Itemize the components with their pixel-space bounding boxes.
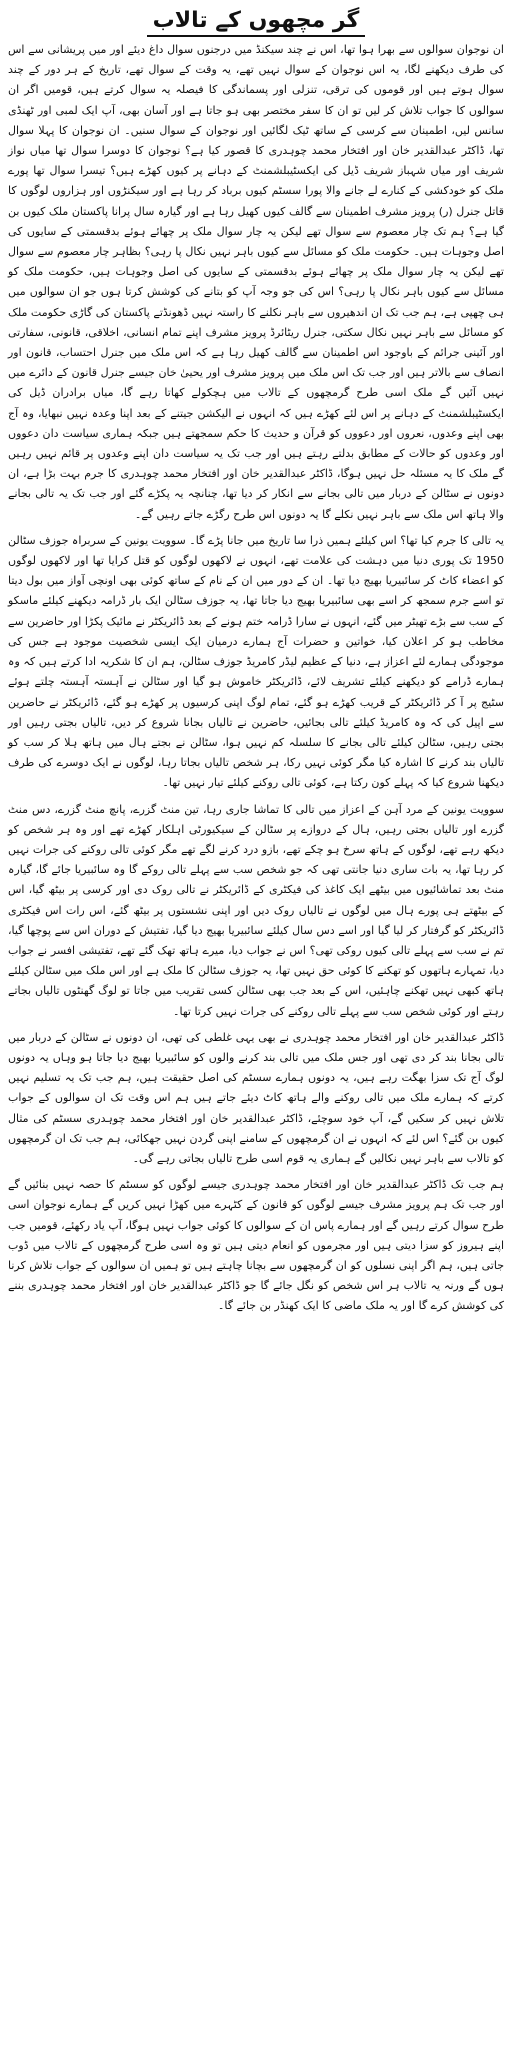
title-block (8, 8, 504, 37)
article-body (8, 40, 504, 1317)
article-paragraph-4: ڈاکٹر عبدالقدیر خان اور افتخار محمد چوہدری نے بھی یہی غلطی کی تھی، ان دونوں نے سٹالن کے دربار میں تالی بجانا بند کر دی تھی اور جس ملک میں تالی بند کرنے والوں کو سائبیریا بھیج دیا جاتا ہو وہاں یہ دونوں لوگ آج تک سزا بھگت رہے ہیں، یہ دونوں ہمارے سسٹم کی اصل حقیقت ہیں، ہم جب تک یہ تسلیم نہیں کرتے کہ ہمارے ملک میں تالی روکنے والے ہاتھ کاٹ دیئے جاتے ہیں ہم اس وقت تک ان سوالوں کے جواب تلاش نہیں کر سکیں گے، آپ خود سوچئے، ڈاکٹر عبدالقدیر خان اور افتخار محمد چوہدری سسٹم کی مثال کیوں بن گئے؟ اس لئے کہ انہوں نے ان گرمچھوں کے سامنے اپنی گردن نہیں جھکائی، ہم جب تک ان گرمچھوں کو تالاب سے باہر نہیں نکالیں گے ہماری یہ قوم اسی طرح تالیاں بجاتی رہے گی۔ (8, 1030, 504, 1165)
article-paragraph-3: سوویت یونین کے مرد آہن کے اعزاز میں تالی کا تماشا جاری رہا، تین منٹ گزرے، پانچ منٹ گزرے، دس منٹ گزرے اور تالیاں بجتی رہیں، ہال کے دروازے پر سٹالن کے سیکیورٹی اہلکار کھڑے تھے اور وہ ہر شخص کو دیکھ رہے تھے، لوگوں کے ہاتھ سرخ ہو چکے تھے، بازو درد کرنے لگے تھے مگر کوئی تالی روکنے کی جرات نہیں کر رہا تھا، یہ بات ساری دنیا جانتی تھی کہ جو شخص سب سے پہلے تالی روکے گا وہ سائبیریا جائے گا، گیارہ منٹ بعد تماشائیوں میں بیٹھے ایک کاغذ کی فیکٹری کے ڈائریکٹر نے تالی روک دی اور کرسی پر بیٹھ گیا، اس کے بیٹھتے ہی پورے ہال میں لوگوں نے تالیاں روک دیں اور اپنی نشستوں پر بیٹھ گئے، اس رات اس فیکٹری ڈائریکٹر کو گرفتار کر لیا گیا اور اسے دس سال کیلئے سائبیریا بھیج دیا گیا، تفتیش کے دوران اس سے پوچھا گیا، تم نے سب سے پہلے تالی کیوں روکی تھی؟ اس نے جواب دیا، میرے ہاتھ تھک گئے تھے، تفتیشی افسر نے جواب دیا، تمہارے ہاتھوں کو تھکنے کا کوئی حق نہیں تھا، یہ جوزف سٹالن کا ملک ہے اور اس ملک میں سٹالن کیلئے ہاتھ کبھی نہیں تھکنے چاہئیں، اس کے بعد جب بھی سٹالن کسی تقریب میں جاتا تو لوگ گھنٹوں تالیاں بجاتے رہتے اور کوئی شخص سب سے پہلے تالی روکنے کی جرات نہیں کرتا تھا۔ (8, 802, 504, 1018)
article-title: گر مچھوں کے تالاب (147, 8, 366, 37)
article-paragraph-2: یہ تالی کا جرم کیا تھا؟ اس کیلئے ہمیں ذرا سا تاریخ میں جانا پڑے گا۔ سوویت یونین کے سربراہ جوزف سٹالن 1950 تک پوری دنیا میں دہشت کی علامت تھے، انہوں نے لاکھوں لوگوں کو قتل کرایا تھا اور لاکھوں لوگوں کو اعضاء کاٹ کر سائبیریا بھیج دیا تھا۔ ان کے دور میں ان کے نام کے ساتھ کوئی بھی اونچی آواز میں بول دیتا تو اسے جرم سمجھ کر اسے بھی سائبیریا بھیج دیا جاتا تھا، یہ جوزف سٹالن ایک بار ڈرامہ دیکھنے کیلئے ماسکو کے سب سے بڑے تھیٹر میں گئے، انہوں نے سارا ڈرامہ ختم ہونے کے بعد ڈائریکٹر نے مائیک پکڑا اور حاضرین سے مخاطب ہو کر اعلان کیا، خواتین و حضرات آج ہمارے درمیان ایک ایسی شخصیت موجود ہے جس کی موجودگی ہمارے لئے اعزاز ہے، دنیا کے عظیم لیڈر کامریڈ جوزف سٹالن، ہم ان کا شکریہ ادا کرتے ہیں کہ وہ ہمارے ڈرامے کو دیکھنے کیلئے تشریف لائے، ڈائریکٹر خاموش ہو گیا اور سٹالن نے آہستہ آہستہ چلتے ہوئے سٹیج پر آ کر ڈائریکٹر کے قریب کھڑے ہو گئے، تمام لوگ اپنی کرسیوں پر کھڑے ہو گئے، ڈائریکٹر نے حاضرین سے اپیل کی کہ وہ کامریڈ کیلئے تالی بجائیں، حاضرین نے تالیاں بجانا شروع کر دیں، تالیاں بجتی رہیں اور بجتی رہیں، سٹالن کیلئے تالی بجانے کا سلسلہ کم نہیں ہوا، سٹالن نے بجتے ہال میں ہاتھ ہلا کر سب کو تالیاں بند کرنے کا اشارہ کیا مگر کوئی نہیں رکا، ہر شخص تالیاں بجاتا رہا، لوگوں نے ایک دوسرے کی طرف دیکھنا شروع کیا کہ پہلے کون رکتا ہے، کوئی تالی روکنے کیلئے تیار نہیں تھا۔ (8, 533, 504, 790)
article-paragraph-1: ان نوجوان سوالوں سے بھرا ہوا تھا، اس نے چند سیکنڈ میں درجنوں سوال داغ دیئے اور میں پریشانی سے اس کی طرف دیکھنے لگا، یہ اس نوجوان کے سوال نہیں تھے، یہ وقت کے سوال تھے، تاریخ کے ہر دور کے چند سوال ہوتے ہیں اور قوموں کی ترقی، تنزلی اور پسماندگی کا فیصلہ یہ سوال کرتے ہیں، قومیں اگر ان سوالوں کا جواب تلاش کر لیں تو ان کا سفر مختصر بھی ہو جاتا ہے اور آسان بھی، آپ ایک لمبی اور ٹھنڈی سانس لیں، اطمینان سے کرسی کے ساتھ ٹیک لگائیں اور نوجوان کے سوال سنیں۔ ان نوجوان کا پہلا سوال تھا، ڈاکٹر عبدالقدیر خان اور افتخار محمد چوہدری کا قصور کیا ہے؟ نوجوان کا دوسرا سوال تھا میاں نواز شریف اور میاں شہباز شریف ڈیل کی ایکسٹیبلشمنٹ کے دہانے پر کیوں کھڑے ہیں؟ تیسرا سوال تھا پورے ملک کو خودکشی کے کنارے لے جانے والا پورا سسٹم کیوں برباد کر رہا ہے اور سیکنڑوں اور ہزاروں لوگوں کا قاتل جنرل (ر) پرویز مشرف اطمینان سے گالف کیوں کھیل رہا ہے اور گیارہ سال پرانا پاکستان ملک کیوں بن گیا ہے؟ ہم تک چار معصوم سے سوال تھے لیکن یہ چار سوال ملک پر چھائے ہوئے بدقسمتی کے سایوں کی اصل وجوہات ہیں۔ حکومت ملک کو مسائل سے کیوں باہر نہیں نکال پا رہی؟ بظاہر چار معصوم سے سوال تھے لیکن یہ چار سوال ملک پر چھائے ہوئے بدقسمتی کے سایوں کی اصل وجوہات ہیں، حکومت ملک کو مسائل سے کیوں باہر نکال پا رہی؟ اس کی جو وجہ آپ کو بتانے کی کوشش کرتا ہوں جو ان سوالوں میں ہی چھپی ہے، ہم جب تک ان اندھیروں سے باہر نکلنے کا راستہ نہیں ڈھونڈتے پاکستان کی گاڑی حکومت ملک کو مسائل سے باہر نہیں نکال سکتی، جنرل ریٹائرڈ پرویز مشرف اپنے تمام انسانی، اخلاقی، قانونی، سفارتی اور آئینی جرائم کے باوجود اس اطمینان سے گالف کھیل رہا ہے کہ اس ملک میں جنرل احتساب، قانون اور انصاف سے بالاتر ہیں اور جب تک اس ملک میں پرویز مشرف اور یحییٰ خان جیسے جنرل قانون کے دائرے میں نہیں آئیں گے ملک اسی طرح گرمچھوں کے تالاب میں ہچکولے کھاتا رہے گا، میاں برادران ڈیل کی ایکسٹیبلشمنٹ کے دہانے پر اس لئے کھڑے ہیں کہ انہوں نے الیکشن جیتنے کے بعد اپنا وعدہ نہیں نبھایا، وہ آج بھی اپنے وعدوں، نعروں اور دعووں کو قرآن و حدیث کا حکم سمجھتے ہیں جبکہ ہماری سیاست دان دعووں اور وعدوں کو حالات کے مطابق بدلتے رہتے ہیں اور جب تک یہ سیاست دان اپنے وعدوں پر قائم نہیں رہیں گے ملک کا یہ مسئلہ حل نہیں ہوگا، ڈاکٹر عبدالقدیر خان اور افتخار محمد چوہدری کا جرم بہت بڑا ہے، ان دونوں نے سٹالن کے دربار میں تالی بجانے سے انکار کر دیا تھا، چنانچہ یہ پکڑے گئے اور جب تک یہ تالی بجانے والا ہاتھ اس ملک سے باہر نہیں نکلے گا یہ دونوں اس طرح رگڑے جاتے رہیں گے۔ (8, 43, 504, 521)
article-paragraph-5: ہم جب تک ڈاکٹر عبدالقدیر خان اور افتخار محمد چوہدری جیسے لوگوں کو سسٹم کا حصہ نہیں بنائیں گے اور جب تک ہم پرویز مشرف جیسے لوگوں کو قانون کے کٹہرے میں کھڑا نہیں کریں گے ہمارے نوجوان اسی طرح سوال کرتے رہیں گے اور ہمارے پاس ان کے سوالوں کا کوئی جواب نہیں ہوگا، آپ یاد رکھئے، قومیں جب اپنے ہیروز کو سزا دیتی ہیں اور مجرموں کو انعام دیتی ہیں تو وہ اسی طرح گرمچھوں کے تالاب میں ڈوب جاتی ہیں، ہم اگر اپنی نسلوں کو ان گرمچھوں سے بچانا چاہتے ہیں تو ہمیں ان سوالوں کے جواب تلاش کرنا ہوں گے ورنہ یہ تالاب ہر اس شخص کو نگل جائے گا جو ڈاکٹر عبدالقدیر خان اور افتخار محمد چوہدری بننے کی کوشش کرے گا اور یہ ملک ماضی کا ایک کھنڈر بن جائے گا۔ (8, 1178, 504, 1313)
